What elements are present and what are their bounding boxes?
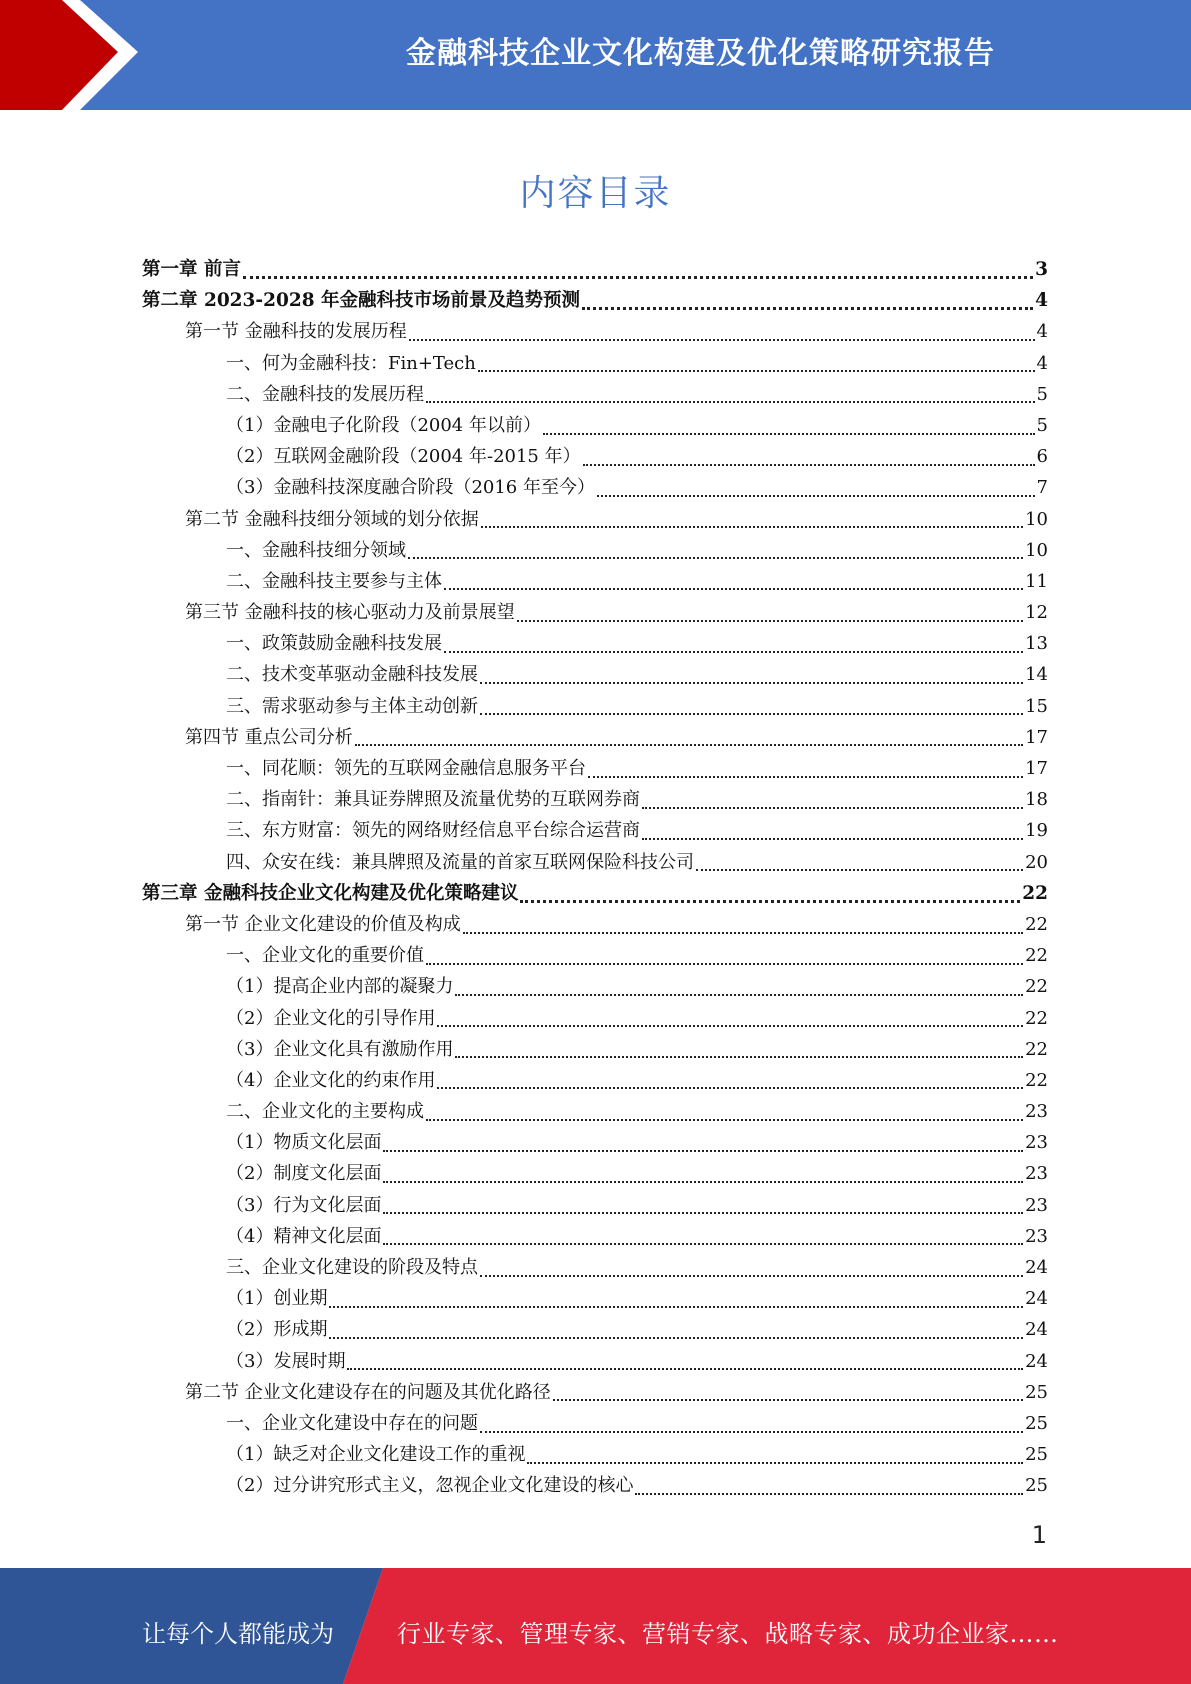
toc-entry-page: 22 <box>1022 882 1048 904</box>
toc-entry[interactable] <box>142 1158 1048 1189</box>
toc-entry[interactable] <box>142 348 1048 379</box>
toc-entry-title: 一、企业文化建设中存在的问题 <box>226 1412 478 1434</box>
toc-entry-page: 12 <box>1025 602 1048 624</box>
toc-dot-leader <box>480 1431 1023 1433</box>
toc-entry[interactable] <box>142 504 1048 535</box>
toc-entry[interactable] <box>142 597 1048 628</box>
toc-entry-page: 11 <box>1025 570 1048 592</box>
toc-entry-page: 4 <box>1036 352 1048 374</box>
toc-entry[interactable] <box>142 316 1048 347</box>
toc-entry-title: （1）缺乏对企业文化建设工作的重视 <box>226 1444 526 1466</box>
toc-entry-page: 22 <box>1025 913 1048 935</box>
toc-entry-page: 18 <box>1025 789 1048 811</box>
toc-entry-title: （1）物质文化层面 <box>226 1132 382 1154</box>
toc-entry-title: 四、众安在线：兼具牌照及流量的首家互联网保险科技公司 <box>226 851 694 873</box>
page-number: 1 <box>1031 1521 1047 1549</box>
toc-entry[interactable] <box>142 691 1048 722</box>
toc-dot-leader <box>383 1150 1023 1152</box>
toc-entry-page: 4 <box>1035 290 1048 312</box>
toc-entry-page: 23 <box>1025 1132 1048 1154</box>
toc-entry[interactable] <box>142 379 1048 410</box>
toc-entry-title: （3）企业文化具有激励作用 <box>226 1038 454 1060</box>
toc-entry[interactable] <box>142 753 1048 784</box>
toc-entry-page: 22 <box>1025 1069 1048 1091</box>
toc-entry-page: 25 <box>1025 1475 1048 1497</box>
toc-entry-title: 一、企业文化的重要价值 <box>226 945 424 967</box>
toc-dot-leader <box>480 682 1023 684</box>
toc-dot-leader <box>383 1181 1023 1183</box>
toc-entry[interactable] <box>142 1190 1048 1221</box>
toc-entry-page: 23 <box>1025 1163 1048 1185</box>
toc-dot-leader <box>463 932 1023 934</box>
toc-dot-leader <box>243 276 1033 279</box>
toc-entry-page: 4 <box>1036 321 1048 343</box>
toc-entry[interactable] <box>142 441 1048 472</box>
toc-entry-page: 15 <box>1025 695 1048 717</box>
toc-dot-leader <box>517 620 1023 622</box>
toc-dot-leader <box>383 1212 1023 1214</box>
toc-entry[interactable] <box>142 1096 1048 1127</box>
toc-entry-page: 22 <box>1025 1038 1048 1060</box>
toc-dot-leader <box>437 1087 1023 1089</box>
toc-entry-title: （3）金融科技深度融合阶段（2016 年至今） <box>226 477 595 499</box>
toc-entry[interactable] <box>142 472 1048 503</box>
toc-entry-page: 25 <box>1025 1381 1048 1403</box>
toc-dot-leader <box>480 1275 1023 1277</box>
toc-entry[interactable] <box>142 254 1048 285</box>
toc-dot-leader <box>642 807 1023 809</box>
toc-entry-title: 二、指南针：兼具证券牌照及流量优势的互联网券商 <box>226 789 640 811</box>
toc-entry-page: 23 <box>1025 1225 1048 1247</box>
toc-dot-leader <box>455 1056 1023 1058</box>
toc-entry[interactable] <box>142 1034 1048 1065</box>
toc-entry-title: 二、企业文化的主要构成 <box>226 1101 424 1123</box>
toc-entry-page: 14 <box>1025 664 1048 686</box>
toc-dot-leader <box>329 1337 1023 1339</box>
toc-dot-leader <box>527 1462 1023 1464</box>
toc-entry-page: 6 <box>1036 446 1048 468</box>
page-header <box>0 0 1191 110</box>
toc-entry-page: 23 <box>1025 1101 1048 1123</box>
toc-entry[interactable] <box>142 971 1048 1002</box>
toc-entry[interactable] <box>142 1283 1048 1314</box>
toc-entry-title: （2）形成期 <box>226 1319 328 1341</box>
toc-entry-page: 22 <box>1025 945 1048 967</box>
toc-entry[interactable] <box>142 847 1048 878</box>
toc-entry-page: 7 <box>1036 477 1048 499</box>
toc-dot-leader <box>409 339 1035 341</box>
toc-entry-title: 三、企业文化建设的阶段及特点 <box>226 1257 478 1278</box>
toc-entry[interactable] <box>142 1127 1048 1158</box>
toc-entry-title: （3）行为文化层面 <box>226 1194 382 1216</box>
toc-entry[interactable] <box>142 566 1048 597</box>
toc-entry-title: 第二节 金融科技细分领域的划分依据 <box>185 508 479 530</box>
toc-entry[interactable] <box>142 784 1048 815</box>
toc-entry[interactable] <box>142 1377 1048 1408</box>
toc-entry-page: 19 <box>1025 820 1048 842</box>
toc-entry[interactable] <box>142 1221 1048 1252</box>
toc-dot-leader <box>582 307 1033 310</box>
toc-entry[interactable] <box>142 1003 1048 1034</box>
toc-entry-page: 24 <box>1025 1319 1048 1341</box>
toc-entry[interactable] <box>142 1065 1048 1096</box>
toc-entry-title: （1）金融电子化阶段（2004 年以前） <box>226 414 541 436</box>
toc-entry-title: 第一节 企业文化建设的价值及构成 <box>185 913 461 935</box>
toc-entry-page: 5 <box>1036 383 1048 405</box>
toc-entry[interactable] <box>142 1408 1048 1439</box>
toc-dot-leader <box>347 1368 1023 1370</box>
toc-dot-leader <box>408 557 1023 559</box>
toc-entry[interactable] <box>142 1346 1048 1377</box>
footer-slogan-right: 行业专家、管理专家、营销专家、战略专家、成功企业家…… <box>397 1620 1059 1648</box>
toc-dot-leader <box>426 963 1023 965</box>
report-title: 金融科技企业文化构建及优化策略研究报告 <box>406 36 995 71</box>
toc-dot-leader <box>444 651 1023 653</box>
toc-dot-leader <box>426 401 1035 403</box>
toc-entry-page: 20 <box>1025 851 1048 873</box>
toc-dot-leader <box>642 838 1023 840</box>
toc-entry-title: （1）创业期 <box>226 1288 328 1310</box>
toc-entry-title: 第三节 金融科技的核心驱动力及前景展望 <box>185 602 515 624</box>
toc-entry-title: （2）互联网金融阶段（2004 年-2015 年） <box>226 446 581 468</box>
toc-entry[interactable] <box>142 909 1048 940</box>
toc-entry[interactable] <box>142 815 1048 846</box>
toc-dot-leader <box>588 776 1023 778</box>
toc-entry-title: 三、东方财富：领先的网络财经信息平台综合运营商 <box>226 820 640 842</box>
toc-entry-title: 第二章 2023-2028 年金融科技市场前景及趋势预测 <box>142 290 581 312</box>
toc-entry[interactable] <box>142 940 1048 971</box>
toc-entry-page: 10 <box>1025 508 1048 530</box>
toc-entry-title: （2）过分讲究形式主义，忽视企业文化建设的核心 <box>226 1475 634 1497</box>
toc-dot-leader <box>383 1243 1023 1245</box>
toc-entry-title: 第一节 金融科技的发展历程 <box>185 321 407 343</box>
toc-dot-leader <box>635 1493 1023 1495</box>
toc-entry-title: 一、何为金融科技：Fin+Tech <box>226 352 476 374</box>
toc-entry-page: 24 <box>1025 1288 1048 1310</box>
toc-entry-page: 3 <box>1035 259 1048 280</box>
toc-heading: 内容目录 <box>519 173 672 214</box>
toc-entry-title: 第三章 金融科技企业文化构建及优化策略建议 <box>142 882 519 904</box>
toc-entry-page: 24 <box>1025 1350 1048 1372</box>
toc-entry-page: 17 <box>1025 726 1048 748</box>
toc-entry-title: （2）企业文化的引导作用 <box>226 1007 436 1029</box>
footer-slogan-left: 让每个人都能成为 <box>142 1620 334 1648</box>
toc-entry-page: 25 <box>1025 1412 1048 1434</box>
toc-entry-title: 第一章 前言 <box>142 259 241 280</box>
toc-dot-leader <box>329 1306 1023 1308</box>
toc-entry-title: （3）发展时期 <box>226 1350 346 1372</box>
page-footer <box>0 1568 1191 1684</box>
toc-entry[interactable] <box>142 1439 1048 1470</box>
toc-dot-leader <box>543 433 1035 435</box>
toc-entry-title: （1）提高企业内部的凝聚力 <box>226 976 454 998</box>
toc-dot-leader <box>444 588 1023 590</box>
toc-dot-leader <box>583 464 1035 466</box>
toc-entry-page: 13 <box>1025 633 1048 655</box>
toc-entry[interactable] <box>142 878 1048 909</box>
toc-entry-page: 5 <box>1036 414 1048 436</box>
toc-entry-title: 二、金融科技的发展历程 <box>226 383 424 405</box>
toc-entry-title: （4）企业文化的约束作用 <box>226 1069 436 1091</box>
toc-entry-page: 10 <box>1025 539 1048 561</box>
toc-entry[interactable] <box>142 1470 1048 1501</box>
toc-entry[interactable] <box>142 659 1048 690</box>
toc-entry[interactable] <box>142 285 1048 316</box>
toc-dot-leader <box>553 1399 1023 1401</box>
toc-entry[interactable] <box>142 722 1048 753</box>
toc-dot-leader <box>478 370 1035 372</box>
toc-dot-leader <box>480 713 1023 715</box>
toc-entry-title: 二、技术变革驱动金融科技发展 <box>226 664 478 686</box>
toc-entry-page: 25 <box>1025 1444 1048 1466</box>
toc-entry[interactable] <box>142 535 1048 566</box>
toc-entry-title: 一、同花顺：领先的互联网金融信息服务平台 <box>226 758 586 779</box>
toc-dot-leader <box>520 900 1020 903</box>
toc-entry-page: 24 <box>1025 1257 1048 1278</box>
toc-dot-leader <box>696 869 1023 871</box>
toc-entry[interactable] <box>142 628 1048 659</box>
toc-entry-title: 三、需求驱动参与主体主动创新 <box>226 695 478 717</box>
toc-entry-page: 22 <box>1025 1007 1048 1029</box>
toc-entry-title: 一、政策鼓励金融科技发展 <box>226 633 442 655</box>
toc-dot-leader <box>455 994 1023 996</box>
toc-dot-leader <box>437 1025 1023 1027</box>
toc-entry[interactable] <box>142 1252 1048 1283</box>
toc-entry-title: （2）制度文化层面 <box>226 1163 382 1185</box>
toc-entry[interactable] <box>142 410 1048 441</box>
toc-dot-leader <box>597 495 1035 497</box>
toc-entry-title: 第二节 企业文化建设存在的问题及其优化路径 <box>185 1381 551 1403</box>
table-of-contents <box>142 254 1048 1502</box>
toc-entry-title: 第四节 重点公司分析 <box>185 726 353 748</box>
toc-entry-page: 22 <box>1025 976 1048 998</box>
toc-dot-leader <box>426 1119 1023 1121</box>
toc-entry[interactable] <box>142 1314 1048 1345</box>
toc-entry-title: 二、金融科技主要参与主体 <box>226 570 442 592</box>
toc-entry-title: （4）精神文化层面 <box>226 1225 382 1247</box>
toc-dot-leader <box>481 526 1023 528</box>
toc-entry-title: 一、金融科技细分领域 <box>226 539 406 561</box>
toc-entry-page: 17 <box>1025 758 1048 779</box>
toc-entry-page: 23 <box>1025 1194 1048 1216</box>
toc-dot-leader <box>355 744 1023 746</box>
